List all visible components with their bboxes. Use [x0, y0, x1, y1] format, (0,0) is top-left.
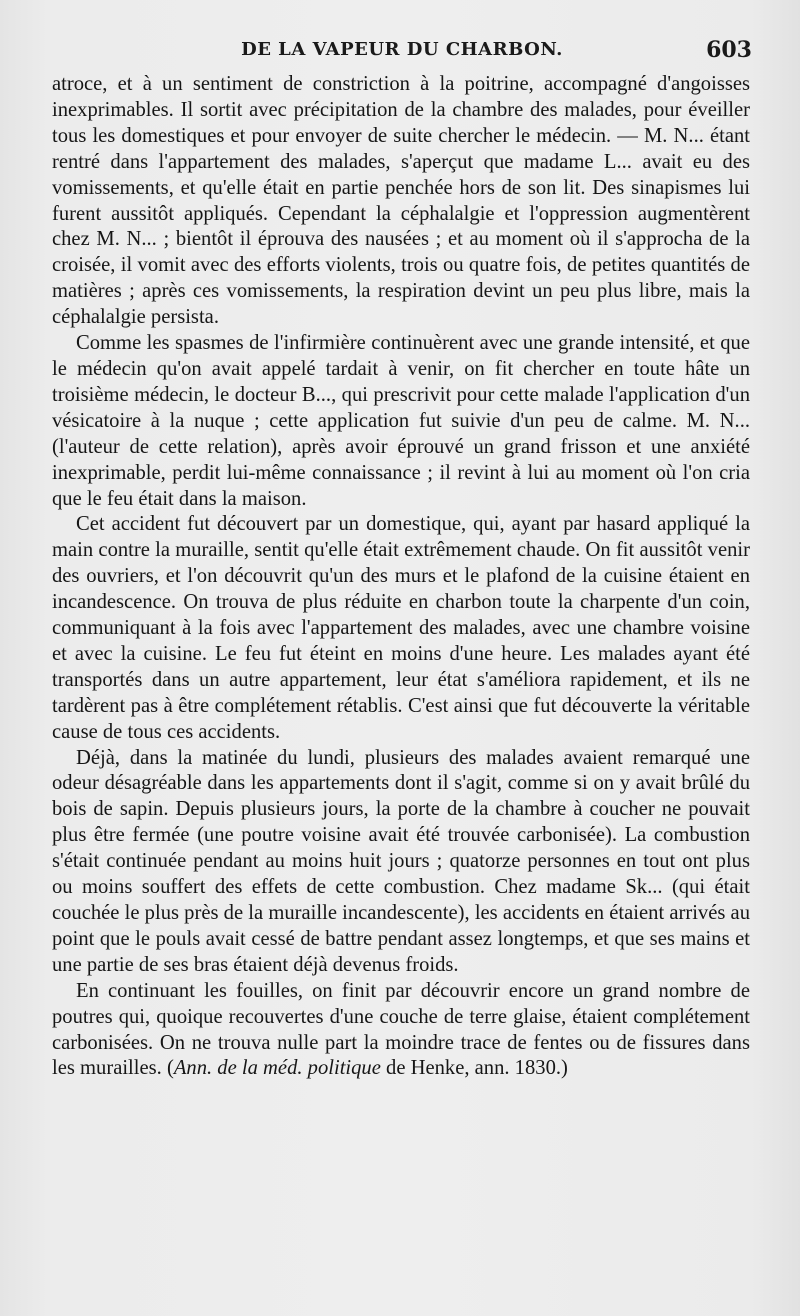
running-title: DE LA VAPEUR DU CHARBON.	[241, 39, 563, 60]
paragraph-2: Comme les spasmes de l'infirmière continuèrent avec une grande intensité, et que le médecin qu'on avait appelé tardait à venir, on fit chercher en toute hâte un troisième médecin, le docteur B..., qui prescrivit pour cette malade l'application d'un vésicatoire à la nuque ; cette application fut suivie d'un peu de calme. M. N... (l'auteur de cette relation), après avoir éprouvé un grand frisson et une anxiété inexprimable, perdit lui-même connaissance ; il revint à lui au moment où l'on cria que le feu était dans la maison.	[52, 332, 750, 510]
page-header	[52, 34, 752, 66]
paragraph-1: atroce, et à un sentiment de constriction à la poitrine, accompagné d'angoisses inexprimables. Il sortit avec précipitation de la chambre des malades, pour éveiller tous les domestiques et pour envoyer de suite chercher le médecin. — M. N... étant rentré dans l'appartement des malades, s'aperçut que madame L... avait eu des vomissements, et qu'elle était en partie penchée hors de son lit. Des sinapismes lui furent aussitôt appliqués. Cependant la céphalalgie et l'oppression augmentèrent chez M. N... ; bientôt il éprouva des nausées ; et au moment où il s'approcha de la croisée, il vomit avec des efforts violents, trois ou quatre fois, de petites quantités de matières ; après ces vomissements, la respiration devint un peu plus libre, mais la céphalalgie persista.	[52, 73, 750, 329]
paragraph-5-text: En continuant les fouilles, on finit par découvrir encore un grand nombre de poutres qui, quoique recouvertes d'une couche de terre glaise, étaient complétement carbonisées. On ne trouva nulle part la moindre trace de fentes ou de fissures dans les murailles.	[52, 979, 750, 1080]
page-number: 603	[706, 37, 752, 63]
paragraph-5	[52, 979, 750, 1083]
paragraph-3: Cet accident fut découvert par un domestique, qui, ayant par hasard appliqué la main contre la muraille, sentit qu'elle était extrêmement chaude. On fit aussitôt venir des ouvriers, et l'on découvrit qu'un des murs et le plafond de la cuisine étaient en incandescence. On trouva de plus réduite en charbon toute la charpente d'un coin, communiquant à la fois avec l'appartement des malades, avec une chambre voisine et avec la cuisine. Le feu fut éteint en moins d'une heure. Les malades ayant été transportés dans un autre appartement, leur état s'améliora rapidement, et ils ne tardèrent pas à être complétement rétablis. C'est ainsi que fut découverte la véritable cause de tous ces accidents.	[52, 513, 750, 743]
citation-open: (	[161, 1057, 174, 1080]
body-text	[52, 72, 750, 1082]
citation-source: Ann. de la méd. politique	[173, 1057, 381, 1080]
paragraph-4: Déjà, dans la matinée du lundi, plusieurs des malades avaient remarqué une odeur désagréable dans les appartements dont il s'agit, comme si on y avait brûlé du bois de sapin. Depuis plusieurs jours, la porte de la chambre à coucher ne pouvait plus être fermée (une poutre voisine avait été trouvée carbonisée). La combustion s'était continuée pendant au moins huit jours ; quatorze personnes en tout ont plus ou moins souffert des effets de cette combustion. Chez madame Sk... (qui était couchée le plus près de la muraille incandescente), les accidents en étaient arrivés au point que le pouls avait cessé de battre pendant assez longtemps, et que ses mains et une partie de ses bras étaient déjà devenus froids.	[52, 746, 750, 976]
citation-rest: de Henke, ann. 1830.)	[380, 1057, 568, 1080]
